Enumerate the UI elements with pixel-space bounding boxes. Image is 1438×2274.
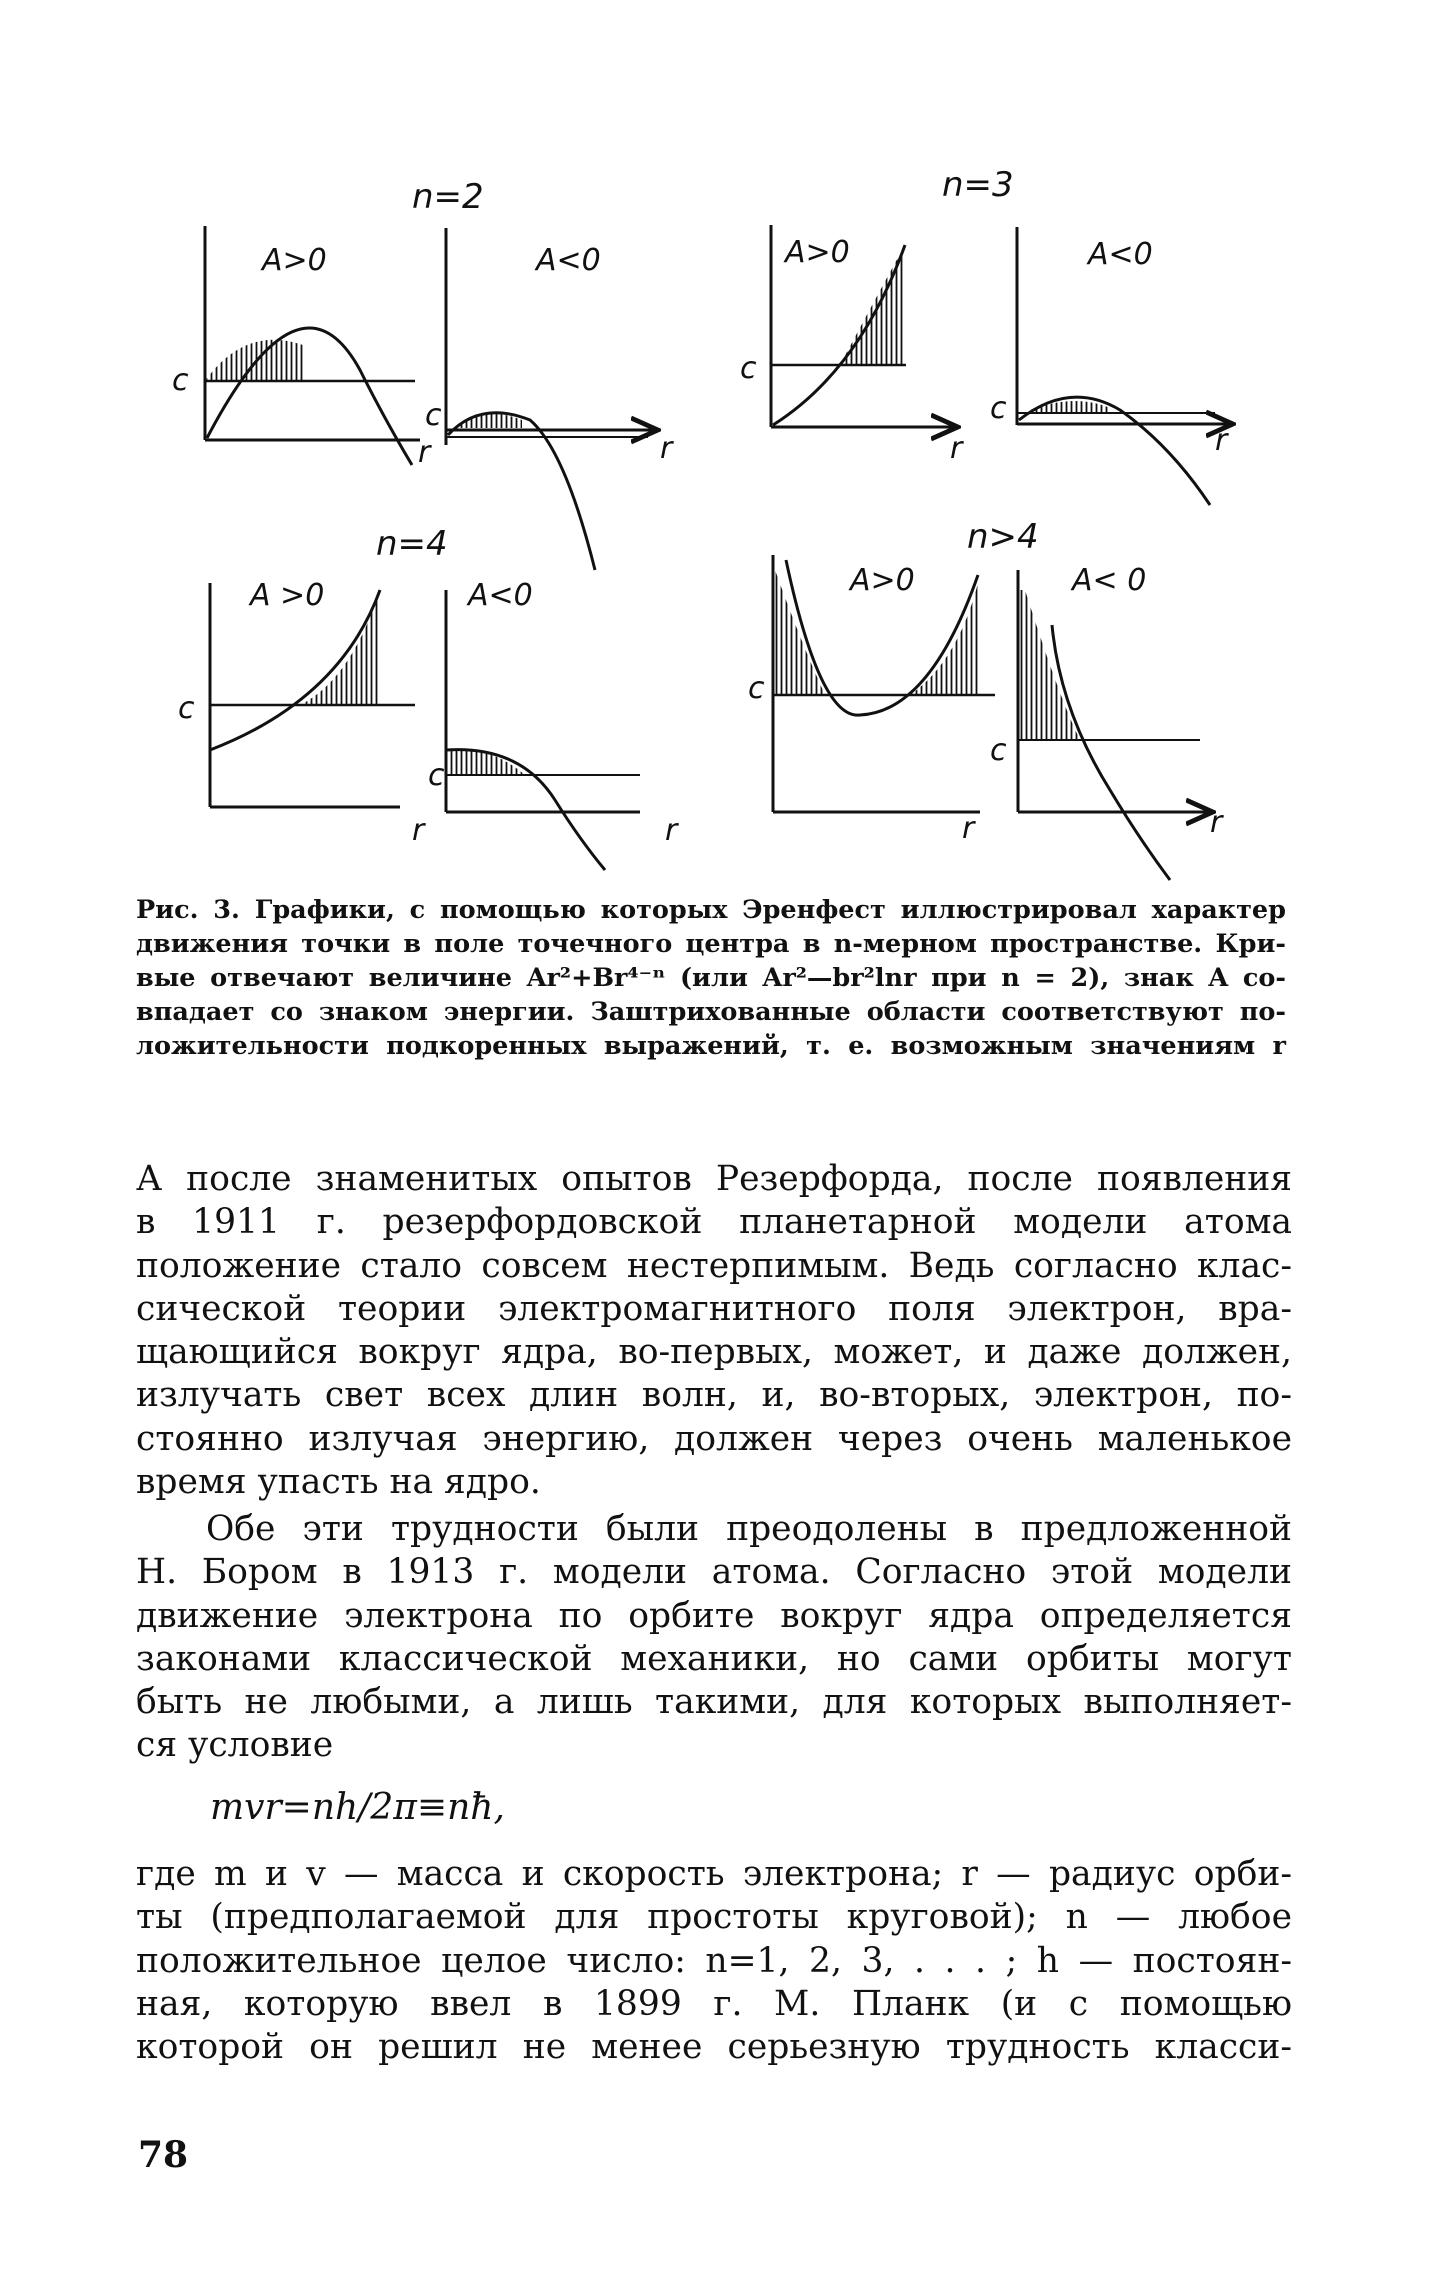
panel-n-gt-4-a-neg xyxy=(1018,570,1210,880)
caption-line: впадает со знаком энергии. Заштрихованные области соответствуют по- xyxy=(136,997,1286,1027)
text-line: Обе эти трудности были преодолены в предложенной xyxy=(206,1509,1292,1549)
text-line: положение стало совсем нестерпимым. Ведь согласно клас- xyxy=(136,1245,1292,1286)
text-line: время упасть на ядро. xyxy=(136,1462,541,1503)
panel-7-c: c xyxy=(748,671,765,706)
panel-2-c: c xyxy=(425,398,442,433)
panel-5-r: r xyxy=(412,813,425,848)
paragraph-2 xyxy=(136,1508,1292,1768)
panel-4-sign: A<0 xyxy=(1088,237,1153,272)
panel-4-c: c xyxy=(990,391,1007,426)
text-line: ты (предполагаемой для простоты круговой); n — любое xyxy=(136,1897,1292,1938)
text-line: А после знаменитых опытов Резерфорда, после появления xyxy=(136,1159,1292,1199)
panel-8-sign: A< 0 xyxy=(1072,563,1147,598)
caption-line: Рис. 3. Графики, с помощью которых Эренфест иллюстрировал характер xyxy=(136,895,1286,925)
panel-4-r: r xyxy=(1215,423,1228,458)
panel-3-sign: A>0 xyxy=(785,235,850,270)
panel-5-sign: A >0 xyxy=(250,578,325,613)
panel-8-c: c xyxy=(990,733,1007,768)
text-line: ная, которую ввел в 1899 г. М. Планк (и с помощью xyxy=(136,1983,1292,2024)
panel-n4-a-pos xyxy=(210,583,415,807)
panel-1-r: r xyxy=(418,435,431,470)
figure-caption xyxy=(136,893,1286,1063)
text-line: в 1911 г. резерфордовской планетарной модели атома xyxy=(136,1202,1292,1243)
panel-3-c: c xyxy=(740,351,757,386)
text-line: законами классической механики, но сами орбиты могут xyxy=(136,1638,1292,1679)
text-line: движение электрона по орбите вокруг ядра определяется xyxy=(136,1595,1292,1636)
panel-n4-a-neg xyxy=(446,590,640,870)
text-line: Н. Бором в 1913 г. модели атома. Согласно этой модели xyxy=(136,1552,1292,1593)
panel-5-c: c xyxy=(178,691,195,726)
panel-2-sign: A<0 xyxy=(536,243,601,278)
text-line: которой он решил не менее серьезную трудность класси- xyxy=(136,2027,1292,2068)
panel-6-r: r xyxy=(665,813,678,848)
figure-graphs xyxy=(0,0,1438,900)
caption-line: вые отвечают величине Ar²+Br⁴⁻ⁿ (или Ar²—br²lnr при n = 2), знак A со- xyxy=(136,963,1286,993)
group-label-n2: n=2 xyxy=(412,177,484,217)
panel-n2-a-neg xyxy=(446,228,655,570)
panel-1-sign: A>0 xyxy=(262,243,327,278)
caption-line: движения точки в поле точечного центра в n-мерном пространстве. Кри- xyxy=(136,929,1286,959)
text-line: положительное целое число: n=1, 2, 3, . . . ; h — постоян- xyxy=(136,1940,1292,1981)
panel-2-r: r xyxy=(660,431,673,466)
panel-3-r: r xyxy=(950,431,963,466)
panel-1-c: c xyxy=(172,363,189,398)
panel-8-r: r xyxy=(1210,805,1223,840)
bohr-formula: mvr=nh/2π≡nħ, xyxy=(210,1787,505,1828)
text-line: сической теории электромагнитного поля электрон, вра- xyxy=(136,1288,1292,1329)
panel-6-sign: A<0 xyxy=(468,578,533,613)
text-line: где m и v — масса и скорость электрона; r — радиус орби- xyxy=(136,1854,1292,1894)
text-line: излучать свет всех длин волн, и, во-вторых, электрон, по- xyxy=(136,1375,1292,1416)
caption-line: ложительности подкоренных выражений, т. е. возможным значениям r xyxy=(136,1031,1286,1061)
panel-6-c: c xyxy=(428,758,445,793)
text-line: стоянно излучая энергию, должен через очень маленькое xyxy=(136,1418,1292,1459)
paragraph-3 xyxy=(136,1853,1292,2069)
page-number: 78 xyxy=(138,2134,189,2176)
text-line: ся условие xyxy=(136,1725,334,1766)
paragraph-1 xyxy=(136,1158,1292,1504)
text-line: быть не любыми, а лишь такими, для которых выполняет- xyxy=(136,1682,1292,1723)
group-label-n4: n=4 xyxy=(376,524,448,564)
figure-3 xyxy=(0,0,1438,900)
panel-7-sign: A>0 xyxy=(850,563,915,598)
group-label-n3: n=3 xyxy=(942,165,1014,205)
group-label-n-gt-4: n>4 xyxy=(967,517,1039,557)
panel-7-r: r xyxy=(962,811,975,846)
text-line: щающийся вокруг ядра, во-первых, может, и даже должен, xyxy=(136,1332,1292,1373)
